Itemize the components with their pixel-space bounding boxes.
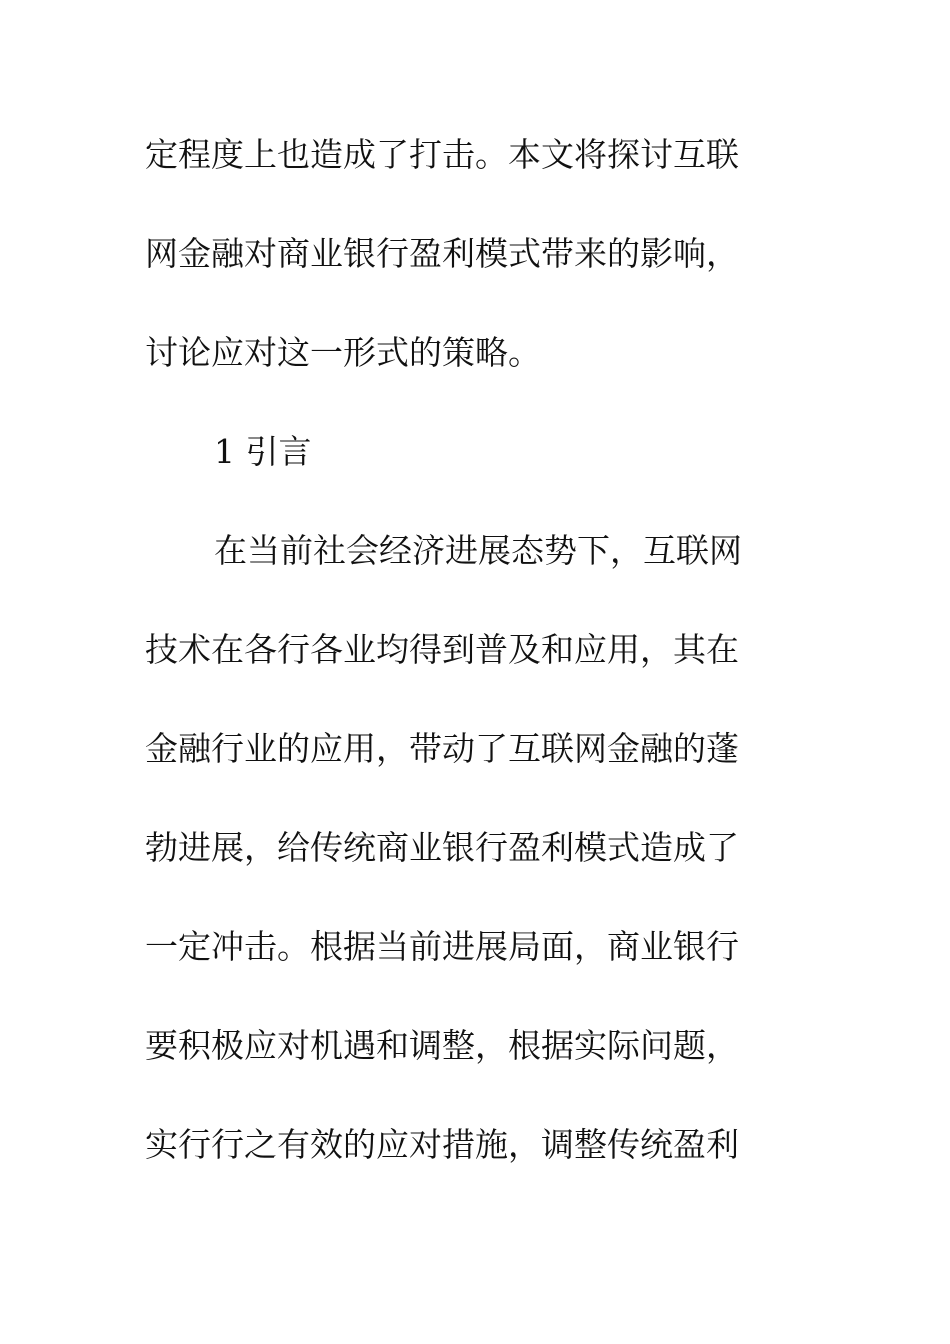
text-line: 技术在各行各业均得到普及和应用，其在 (145, 630, 739, 669)
text-line: 在当前社会经济进展态势下，互联网 (214, 531, 742, 570)
text-line: 网金融对商业银行盈利模式带来的影响， (145, 234, 739, 273)
text-line: 定程度上也造成了打击。本文将探讨互联 (145, 135, 739, 174)
section-heading: 1 引言 (214, 432, 312, 471)
text-line: 讨论应对这一形式的策略。 (145, 333, 541, 372)
text-line: 金融行业的应用，带动了互联网金融的蓬 (145, 729, 739, 768)
text-line: 一定冲击。根据当前进展局面，商业银行 (145, 927, 739, 966)
text-line: 要积极应对机遇和调整，根据实际问题， (145, 1026, 739, 1065)
text-line: 实行行之有效的应对措施，调整传统盈利 (145, 1125, 739, 1164)
text-line: 勃进展，给传统商业银行盈利模式造成了 (145, 828, 739, 867)
